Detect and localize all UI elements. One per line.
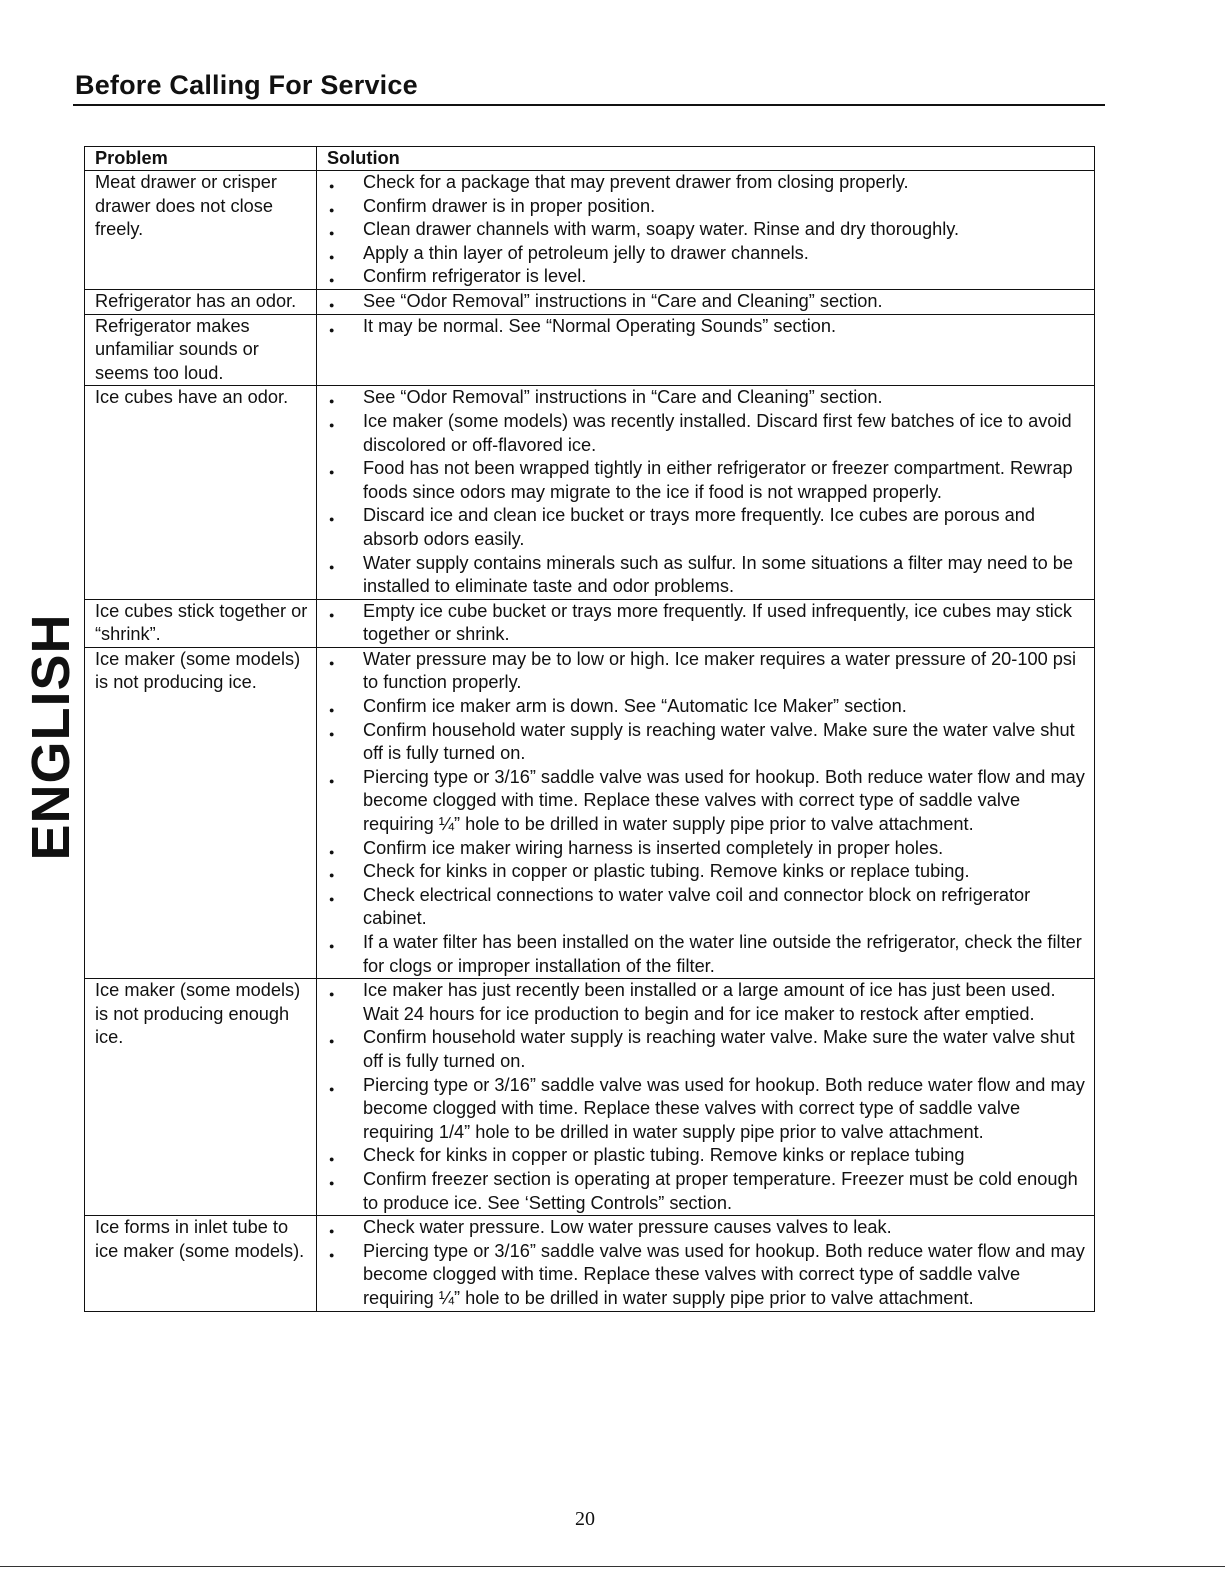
problem-cell: Refrigerator makes unfamiliar sounds or seems too loud. <box>85 314 317 386</box>
page-number: 20 <box>575 1508 595 1530</box>
solution-item <box>327 1144 1088 1168</box>
solution-text: Check for kinks in copper or plastic tubing. Remove kinks or replace tubing <box>363 1145 965 1166</box>
solution-item <box>327 315 1088 339</box>
table-row <box>85 647 1095 978</box>
bullet-icon: ● <box>329 728 335 739</box>
bullet-icon: ● <box>329 181 335 191</box>
problem-cell: Ice maker (some models) is not producing ice. <box>85 647 317 978</box>
solution-cell <box>317 386 1095 599</box>
solution-text: Water pressure may be to low or high. Ice maker requires a water pressure of 20-100 psi to function properly. <box>363 648 1076 693</box>
solution-item <box>327 648 1088 695</box>
solution-item <box>327 242 1088 266</box>
solution-text: Check electrical connections to water valve coil and connector block on refrigerator cabinet. <box>363 884 1031 929</box>
solution-text: Piercing type or 3/16” saddle valve was used for hookup. Both reduce water flow and may become clogged with time. Replace these valves with correct type of saddle valve requiring 1/4” hole to be drilled in water supply pipe prior to valve attachment. <box>363 1074 1085 1142</box>
solution-item <box>327 695 1088 719</box>
solution-item <box>327 766 1088 837</box>
solution-item <box>327 504 1088 551</box>
solution-text: Confirm refrigerator is level. <box>363 266 587 287</box>
solution-text: Piercing type or 3/16” saddle valve was used for hookup. Both reduce water flow and may become clogged with time. Replace these valves with correct type of saddle valve requiring ¼” hole to be drilled in water supply pipe prior to valve attachment. <box>363 766 1085 835</box>
solution-item <box>327 171 1088 195</box>
solution-list <box>327 1216 1088 1310</box>
bullet-icon: ● <box>329 299 335 310</box>
solution-text: See “Odor Removal” instructions in “Care and Cleaning” section. <box>363 387 883 408</box>
solution-list <box>327 290 1088 314</box>
solution-text: If a water filter has been installed on the water line outside the refrigerator, check the filter for clogs or improper installation of the filter. <box>363 932 1082 976</box>
solution-text: Piercing type or 3/16” saddle valve was used for hookup. Both reduce water flow and may become clogged with time. Replace these valves with correct type of saddle valve requiring ¼” hole to be drilled in water supply pipe prior to valve attachment. <box>363 1240 1085 1308</box>
page-title: Before Calling For Service <box>75 70 418 100</box>
bullet-icon: ● <box>329 609 335 620</box>
bullet-icon: ● <box>329 1083 335 1094</box>
solution-item <box>327 386 1088 410</box>
solution-item <box>327 195 1088 219</box>
solution-item <box>327 979 1088 1026</box>
solution-text: Check for a package that may prevent drawer from closing properly. <box>363 172 909 192</box>
language-label: ENGLISH <box>21 613 81 861</box>
bullet-icon: ● <box>329 657 335 668</box>
solution-text: Check water pressure. Low water pressure causes valves to leak. <box>363 1217 892 1238</box>
table-row <box>85 314 1095 386</box>
bullet-icon: ● <box>329 893 335 904</box>
solution-item <box>327 457 1088 504</box>
problem-cell: Ice maker (some models) is not producing enough ice. <box>85 979 317 1216</box>
solution-item <box>327 860 1088 884</box>
bullet-icon: ● <box>329 846 335 857</box>
problem-cell: Refrigerator has an odor. <box>85 289 317 314</box>
solution-list <box>327 979 1088 1215</box>
bullet-icon: ● <box>329 324 335 335</box>
bullet-icon: ● <box>329 1249 335 1260</box>
table-header-row <box>85 147 1095 171</box>
solution-list <box>327 648 1088 978</box>
solution-text: Apply a thin layer of petroleum jelly to drawer channels. <box>363 242 809 263</box>
solution-text: Confirm household water supply is reaching water valve. Make sure the water valve shut off is fully turned on. <box>363 1027 1075 1071</box>
solution-list <box>327 600 1088 647</box>
solution-text: Empty ice cube bucket or trays more frequently. If used infrequently, ice cubes may stick together or shrink. <box>363 600 1072 645</box>
solution-text: It may be normal. See “Normal Operating Sounds” section. <box>363 315 837 336</box>
table-row <box>85 1216 1095 1311</box>
bullet-icon: ● <box>329 561 335 572</box>
solution-item <box>327 410 1088 457</box>
problem-cell: Ice cubes have an odor. <box>85 386 317 599</box>
bullet-icon: ● <box>329 396 335 407</box>
solution-list <box>327 386 1088 598</box>
language-side-tab <box>21 613 81 861</box>
solution-item <box>327 837 1088 861</box>
table-body <box>85 171 1095 1312</box>
solution-item <box>327 884 1088 931</box>
solution-list <box>327 171 1088 289</box>
solution-item <box>327 931 1088 978</box>
bullet-icon: ● <box>329 204 335 215</box>
solution-item <box>327 1074 1088 1145</box>
bullet-icon: ● <box>329 1177 335 1188</box>
solution-text: Ice maker (some models) was recently installed. Discard first few batches of ice to avoid discolored or off-flavored ice. <box>363 410 1072 455</box>
bullet-icon: ● <box>329 514 335 525</box>
bullet-icon: ● <box>329 275 335 286</box>
solution-item <box>327 552 1088 599</box>
solution-item <box>327 600 1088 647</box>
problem-cell: Meat drawer or crisper drawer does not close freely. <box>85 171 317 290</box>
solution-text: Water supply contains minerals such as sulfur. In some situations a filter may need to be installed to eliminate taste and odor problems. <box>363 552 1073 597</box>
solution-cell <box>317 289 1095 314</box>
bullet-icon: ● <box>329 941 335 951</box>
solution-text: Confirm household water supply is reaching water valve. Make sure the water valve shut off is fully turned on. <box>363 719 1075 764</box>
solution-cell <box>317 1216 1095 1311</box>
solution-list <box>327 315 1088 339</box>
table-row <box>85 386 1095 599</box>
solution-text: Check for kinks in copper or plastic tubing. Remove kinks or replace tubing. <box>363 861 970 882</box>
bullet-icon: ● <box>329 467 335 478</box>
solution-item <box>327 290 1088 314</box>
problem-cell: Ice cubes stick together or “shrink”. <box>85 599 317 647</box>
bullet-icon: ● <box>329 870 335 881</box>
bullet-icon: ● <box>329 775 335 786</box>
solution-text: Ice maker has just recently been installed or a large amount of ice has just been used. Wait 24 hours for ice production to begin and for ice maker to restock after emptied. <box>363 980 1056 1024</box>
bullet-icon: ● <box>329 1036 335 1047</box>
table-row <box>85 979 1095 1216</box>
solution-item <box>327 265 1088 289</box>
bullet-icon: ● <box>329 989 335 1000</box>
solution-item <box>327 218 1088 242</box>
table-row <box>85 171 1095 290</box>
solution-text: Food has not been wrapped tightly in either refrigerator or freezer compartment. Rewrap foods since odors may migrate to the ice if food is not wrapped properly. <box>363 458 1073 502</box>
bottom-divider <box>0 1566 1225 1567</box>
bullet-icon: ● <box>329 228 335 239</box>
bullet-icon: ● <box>329 1226 335 1237</box>
solution-item <box>327 1240 1088 1311</box>
bullet-icon: ● <box>329 1154 335 1165</box>
table-row <box>85 599 1095 647</box>
solution-text: Discard ice and clean ice bucket or trays more frequently. Ice cubes are porous and absorb odors easily. <box>363 505 1035 549</box>
solution-cell <box>317 314 1095 386</box>
solution-text: See “Odor Removal” instructions in “Care and Cleaning” section. <box>363 290 883 311</box>
title-divider <box>73 104 1105 106</box>
problem-column-header: Problem <box>85 147 317 171</box>
solution-item <box>327 1168 1088 1215</box>
solution-column-header: Solution <box>317 147 1095 171</box>
solution-cell <box>317 599 1095 647</box>
solution-text: Confirm freezer section is operating at proper temperature. Freezer must be cold enough to produce ice. See ‘Setting Controls” section. <box>363 1168 1078 1213</box>
problem-cell: Ice forms in inlet tube to ice maker (some models). <box>85 1216 317 1311</box>
solution-text: Confirm ice maker arm is down. See “Automatic Ice Maker” section. <box>363 696 907 717</box>
bullet-icon: ● <box>329 251 335 262</box>
bullet-icon: ● <box>329 705 335 716</box>
troubleshooting-table <box>84 146 1095 1312</box>
solution-text: Confirm ice maker wiring harness is inserted completely in proper holes. <box>363 837 944 858</box>
solution-item <box>327 719 1088 766</box>
bullet-icon: ● <box>329 419 335 430</box>
solution-item <box>327 1026 1088 1073</box>
solution-text: Clean drawer channels with warm, soapy water. Rinse and dry thoroughly. <box>363 219 960 240</box>
solution-cell <box>317 979 1095 1216</box>
solution-cell <box>317 171 1095 290</box>
table-row <box>85 289 1095 314</box>
solution-cell <box>317 647 1095 978</box>
solution-item <box>327 1216 1088 1240</box>
solution-text: Confirm drawer is in proper position. <box>363 195 656 216</box>
